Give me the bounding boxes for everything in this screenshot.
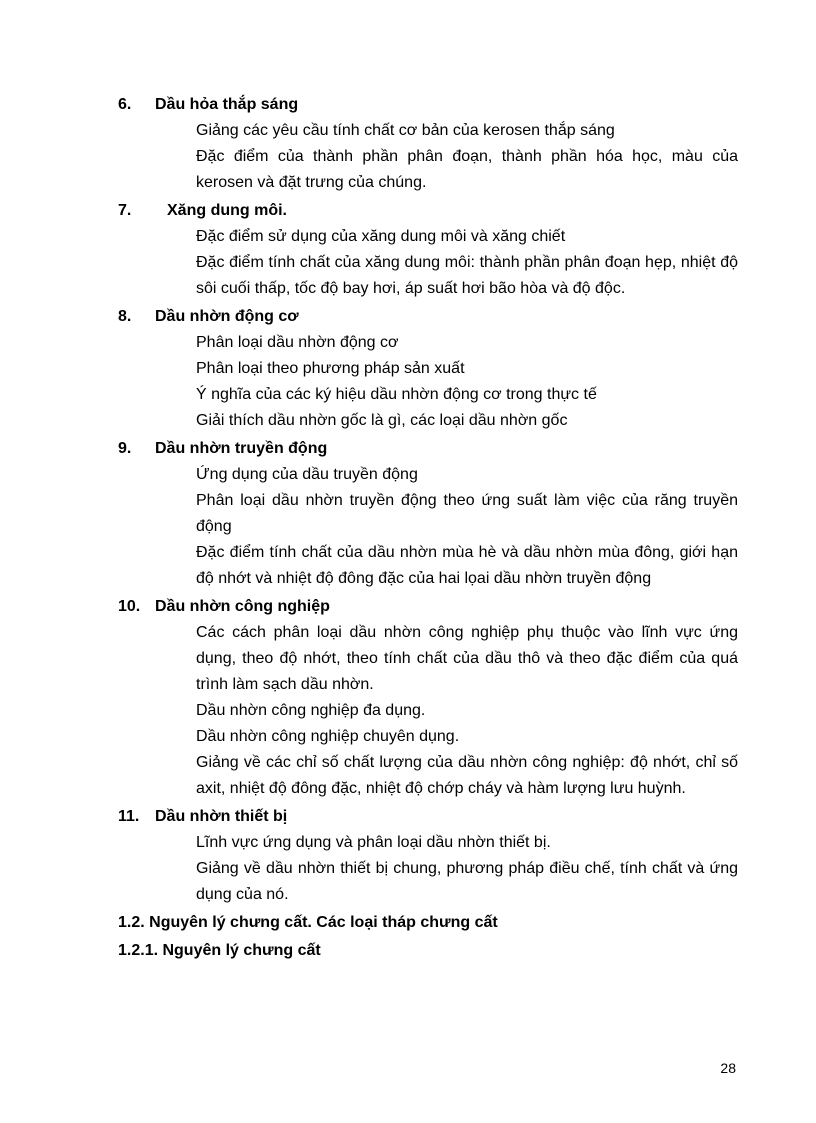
paragraph: Giảng về dầu nhờn thiết bị chung, phương pháp điều chế, tính chất và ứng dụng của nó. (196, 860, 738, 903)
paragraph: Ứng dụng của dầu truyền động (196, 466, 418, 483)
section-title: Xăng dung môi. (167, 202, 287, 219)
paragraph: Đặc điểm tính chất của xăng dung môi: thành phần phân đoạn hẹp, nhiệt độ sôi cuối thấp, tốc độ bay hơi, áp suất hơi bão hòa và độ độc. (196, 254, 738, 297)
paragraph: Phân loại dầu nhờn truyền động theo ứng suất làm việc của răng truyền động (196, 492, 738, 535)
section-7-header (118, 198, 738, 224)
paragraph: Dầu nhờn công nghiệp chuyên dụng. (196, 728, 460, 745)
section-9-body (196, 462, 738, 592)
paragraph: Giải thích dầu nhờn gốc là gì, các loại dầu nhờn gốc (196, 412, 568, 429)
paragraph: Dầu nhờn công nghiệp đa dụng. (196, 702, 426, 719)
section-7-body (196, 224, 738, 302)
section-number: 6. (118, 96, 132, 113)
section-title: Dầu nhờn động cơ (155, 308, 299, 325)
paragraph: Đặc điểm sử dụng của xăng dung môi và xăng chiết (196, 228, 566, 245)
section-title: Dầu nhờn thiết bị (155, 808, 288, 825)
section-11-header (118, 804, 738, 830)
section-number: 9. (118, 440, 132, 457)
section-10-header (118, 594, 738, 620)
paragraph: Giảng các yêu cầu tính chất cơ bản của kerosen thắp sáng (196, 122, 615, 139)
section-title: Dầu nhờn truyền động (155, 440, 328, 457)
heading-1-2: 1.2. Nguyên lý chưng cất. Các loại tháp chưng cất (118, 914, 498, 931)
paragraph: Phân loại theo phương pháp sản xuất (196, 360, 465, 377)
section-8-body (196, 330, 738, 434)
section-number: 10. (118, 598, 141, 615)
page-content (118, 90, 738, 964)
section-title: Dầu nhờn công nghiệp (155, 598, 330, 615)
section-9-header (118, 436, 738, 462)
paragraph: Giảng về các chỉ số chất lượng của dầu nhờn công nghiệp: độ nhớt, chỉ số axit, nhiệt độ đông đặc, nhiệt độ chớp cháy và hàm lượng lưu huỳnh. (196, 754, 738, 797)
page-number: 28 (720, 1060, 736, 1076)
section-number: 11. (118, 808, 140, 825)
paragraph: Ý nghĩa của các ký hiệu dầu nhờn động cơ trong thực tế (196, 386, 597, 403)
section-number: 8. (118, 308, 132, 325)
paragraph: Phân loại dầu nhờn động cơ (196, 334, 399, 351)
section-10-body (196, 620, 738, 802)
section-11-body (196, 830, 738, 908)
paragraph: Đặc điểm của thành phần phân đoạn, thành phần hóa học, màu của kerosen và đặt trưng của chúng. (196, 148, 738, 191)
section-title: Dầu hỏa thắp sáng (155, 96, 299, 113)
paragraph: Các cách phân loại dầu nhờn công nghiệp phụ thuộc vào lĩnh vực ứng dụng, theo độ nhớt, theo tính chất của dầu thô và theo đặc điểm của quá trình làm sạch dầu nhờn. (196, 624, 738, 693)
section-number: 7. (118, 202, 132, 219)
section-6-body (196, 118, 738, 196)
paragraph: Đặc điểm tính chất của dầu nhờn mùa hè và dầu nhờn mùa đông, giới hạn độ nhớt và nhiệt độ đông đặc của hai lọai dầu nhờn truyền động (196, 544, 738, 587)
paragraph: Lĩnh vực ứng dụng và phân loại dầu nhờn thiết bị. (196, 834, 551, 851)
heading-1-2-1: 1.2.1. Nguyên lý chưng cất (118, 942, 321, 959)
section-6-header (118, 92, 738, 118)
section-8-header (118, 304, 738, 330)
